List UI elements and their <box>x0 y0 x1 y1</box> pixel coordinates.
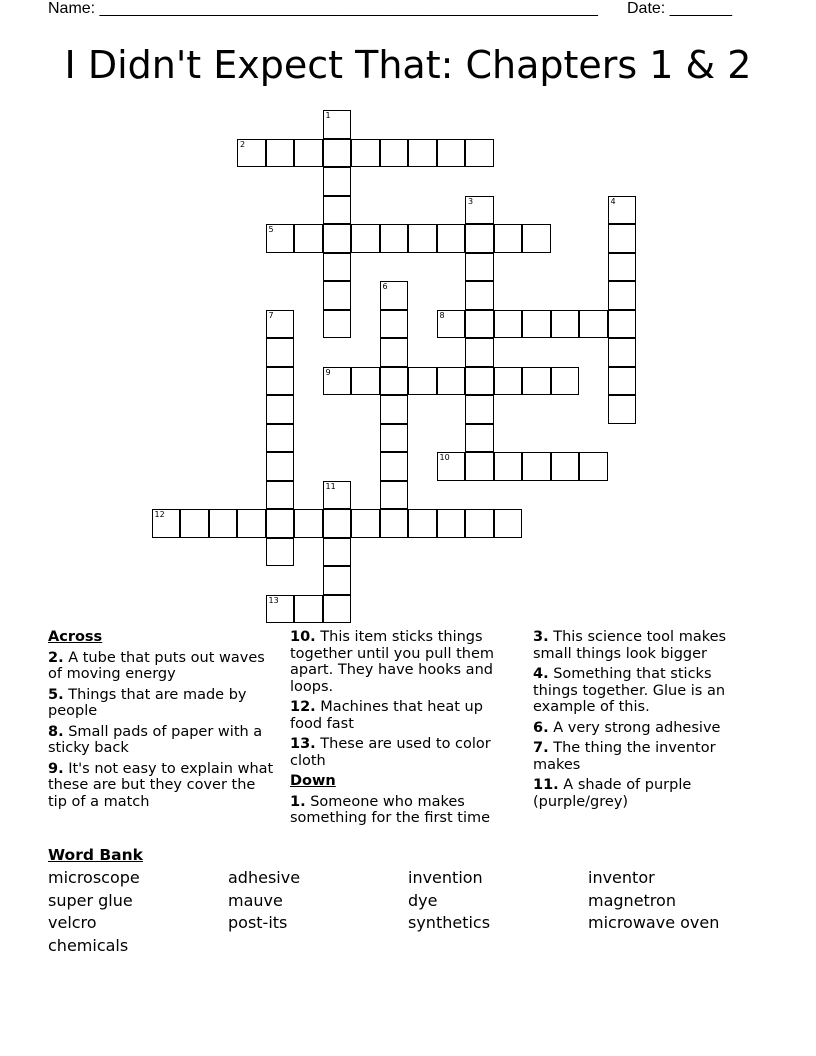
crossword-cell[interactable] <box>465 452 494 481</box>
crossword-cell[interactable] <box>323 253 352 282</box>
across-heading: Across <box>48 629 103 645</box>
crossword-cell[interactable] <box>323 281 352 310</box>
crossword-cell[interactable] <box>323 367 352 396</box>
crossword-cell[interactable] <box>266 452 295 481</box>
crossword-cell[interactable] <box>465 338 494 367</box>
crossword-cell[interactable] <box>351 139 380 168</box>
clue-text: These are used to color cloth <box>290 736 491 769</box>
clue-number: 2. <box>48 649 64 666</box>
crossword-cell[interactable] <box>294 224 323 253</box>
crossword-cell[interactable] <box>266 338 295 367</box>
clue-text: It's not easy to explain what these are but they cover the tip of a match <box>48 760 274 810</box>
crossword-cell[interactable] <box>380 424 409 453</box>
crossword-cell[interactable] <box>608 338 637 367</box>
down-heading: Down <box>290 773 336 789</box>
word-bank-item: inventor <box>588 868 655 887</box>
clue-number-label: 10 <box>439 453 450 462</box>
crossword-cell[interactable] <box>551 367 580 396</box>
crossword-cell[interactable] <box>494 367 523 396</box>
date-field-label: Date: _______ <box>627 0 732 17</box>
word-bank-item: microwave oven <box>588 913 720 932</box>
clue-down-11 <box>533 777 748 810</box>
crossword-cell[interactable] <box>608 310 637 339</box>
clue-down-7 <box>533 740 748 773</box>
word-bank-item: microscope <box>48 868 140 887</box>
crossword-cell[interactable] <box>579 310 608 339</box>
crossword-cell[interactable] <box>266 224 295 253</box>
clue-number-label: 6 <box>382 282 388 291</box>
clue-number: 5. <box>48 686 64 703</box>
crossword-cell[interactable] <box>465 509 494 538</box>
crossword-cell[interactable] <box>608 281 637 310</box>
crossword-cell[interactable] <box>465 196 494 225</box>
clue-number-label: 13 <box>268 595 279 605</box>
clue-across-9 <box>48 761 278 811</box>
crossword-cell[interactable] <box>465 281 494 310</box>
clue-text: Machines that heat up food fast <box>290 699 483 732</box>
clue-down-1 <box>290 794 515 827</box>
clue-number: 11. <box>533 777 559 793</box>
crossword-cell[interactable] <box>608 367 637 396</box>
clue-text: This science tool makes small things look bigger <box>533 629 727 662</box>
crossword-cell[interactable] <box>237 509 266 538</box>
crossword-cell[interactable] <box>437 452 466 481</box>
clue-number: 4. <box>533 666 549 682</box>
clue-number: 13. <box>290 736 316 752</box>
word-bank-item: magnetron <box>588 891 676 910</box>
clue-text: A very strong adhesive <box>553 719 721 736</box>
crossword-cell[interactable] <box>465 224 494 253</box>
crossword-cell[interactable] <box>437 367 466 396</box>
clue-number-label: 7 <box>268 310 274 320</box>
clue-number-label: 4 <box>610 196 616 206</box>
clue-text: Something that sticks things together. Glue is an example of this. <box>533 666 726 715</box>
crossword-cell[interactable] <box>266 310 295 339</box>
crossword-cell[interactable] <box>437 139 466 168</box>
crossword-cell[interactable] <box>408 367 437 396</box>
crossword-cell[interactable] <box>294 139 323 168</box>
word-bank-heading: Word Bank <box>48 846 143 864</box>
clue-number: 10. <box>290 629 316 645</box>
crossword-cell[interactable] <box>266 509 295 538</box>
clue-number: 12. <box>290 699 316 715</box>
crossword-cell[interactable] <box>380 310 409 339</box>
crossword-cell[interactable] <box>522 452 551 481</box>
word-bank-item: super glue <box>48 891 133 910</box>
crossword-cell[interactable] <box>465 424 494 453</box>
crossword-cell[interactable] <box>323 566 352 595</box>
crossword-cell[interactable] <box>266 481 295 510</box>
crossword-cell[interactable] <box>266 395 295 424</box>
crossword-cell[interactable] <box>294 509 323 538</box>
crossword-cell[interactable] <box>608 224 637 253</box>
word-bank-item: chemicals <box>48 936 129 955</box>
crossword-cell[interactable] <box>266 595 295 624</box>
crossword-cell[interactable] <box>408 139 437 168</box>
clues-column-3 <box>533 629 748 814</box>
clue-number: 3. <box>533 629 549 645</box>
crossword-cell[interactable] <box>522 367 551 396</box>
clue-text: This item sticks things together until you pull them apart. They have hooks and loops. <box>290 629 495 695</box>
crossword-cell[interactable] <box>494 224 523 253</box>
clue-across-8 <box>48 724 278 757</box>
word-bank-item: velcro <box>48 913 97 932</box>
crossword-cell[interactable] <box>380 281 409 310</box>
crossword-cell[interactable] <box>494 509 523 538</box>
crossword-cell[interactable] <box>522 224 551 253</box>
clues-column-1 <box>48 629 278 814</box>
crossword-cell[interactable] <box>437 224 466 253</box>
clue-text: A shade of purple (purple/grey) <box>533 777 692 810</box>
crossword-cell[interactable] <box>408 509 437 538</box>
crossword-cell[interactable] <box>437 509 466 538</box>
crossword-cell[interactable] <box>351 367 380 396</box>
name-field-label: Name: ________________________________________________________ <box>48 0 598 17</box>
crossword-cell[interactable] <box>522 310 551 339</box>
crossword-cell[interactable] <box>380 139 409 168</box>
clue-down-6 <box>533 720 748 737</box>
crossword-cell[interactable] <box>323 196 352 225</box>
clue-number-label: 3 <box>468 196 474 206</box>
clue-number: 1. <box>290 793 306 810</box>
crossword-cell[interactable] <box>294 595 323 624</box>
crossword-cell[interactable] <box>209 509 238 538</box>
word-bank-item: mauve <box>228 891 283 910</box>
word-bank-item: post-its <box>228 913 288 932</box>
crossword-cell[interactable] <box>579 452 608 481</box>
page-title: I Didn't Expect That: Chapters 1 & 2 <box>64 43 752 87</box>
crossword-cell[interactable] <box>465 139 494 168</box>
crossword-cell[interactable] <box>237 139 266 168</box>
crossword-cell[interactable] <box>465 310 494 339</box>
clue-across-5 <box>48 687 278 720</box>
clue-number-label: 9 <box>325 367 331 377</box>
clue-text: The thing the inventor makes <box>533 740 716 773</box>
clue-down-3 <box>533 629 748 662</box>
crossword-cell[interactable] <box>323 139 352 168</box>
clue-text: Things that are made by people <box>48 686 247 719</box>
crossword-cell[interactable] <box>380 224 409 253</box>
clue-number-label: 5 <box>268 225 274 234</box>
crossword-cell[interactable] <box>465 367 494 396</box>
crossword-cell[interactable] <box>380 481 409 510</box>
clue-across-12 <box>290 699 515 732</box>
crossword-cell[interactable] <box>380 338 409 367</box>
crossword-cell[interactable] <box>323 310 352 339</box>
crossword-cell[interactable] <box>323 509 352 538</box>
crossword-cell[interactable] <box>437 310 466 339</box>
crossword-cell[interactable] <box>323 167 352 196</box>
crossword-cell[interactable] <box>266 538 295 567</box>
crossword-cell[interactable] <box>323 538 352 567</box>
crossword-cell[interactable] <box>351 509 380 538</box>
clues-column-2 <box>290 629 515 831</box>
clue-across-2 <box>48 650 278 683</box>
clue-number-label: 2 <box>240 139 246 149</box>
clue-text: Small pads of paper with a sticky back <box>48 723 263 756</box>
crossword-cell[interactable] <box>608 196 637 225</box>
clue-across-13 <box>290 736 515 769</box>
crossword-cell[interactable] <box>323 110 352 139</box>
clue-number-label: 11 <box>325 481 336 491</box>
crossword-cell[interactable] <box>323 224 352 253</box>
crossword-cell[interactable] <box>608 253 637 282</box>
crossword-cell[interactable] <box>380 395 409 424</box>
clue-number: 8. <box>48 723 64 740</box>
word-bank-item: synthetics <box>408 913 491 932</box>
crossword-cell[interactable] <box>152 509 181 538</box>
crossword-cell[interactable] <box>465 253 494 282</box>
crossword-cell[interactable] <box>351 224 380 253</box>
clue-text: A tube that puts out waves of moving energy <box>48 649 265 682</box>
crossword-cell[interactable] <box>380 452 409 481</box>
crossword-cell[interactable] <box>266 139 295 168</box>
crossword-cell[interactable] <box>323 595 352 624</box>
word-bank-item: dye <box>408 891 438 910</box>
clue-text: Someone who makes something for the first time <box>290 793 491 826</box>
word-bank-item: adhesive <box>228 868 301 887</box>
crossword-cell[interactable] <box>551 452 580 481</box>
crossword-cell[interactable] <box>180 509 209 538</box>
crossword-cell[interactable] <box>408 224 437 253</box>
crossword-cell[interactable] <box>465 395 494 424</box>
clue-across-10 <box>290 629 515 695</box>
crossword-cell[interactable] <box>608 395 637 424</box>
crossword-cell[interactable] <box>323 481 352 510</box>
crossword-cell[interactable] <box>380 509 409 538</box>
word-bank-item: invention <box>408 868 483 887</box>
clue-number: 7. <box>533 740 549 756</box>
crossword-cell[interactable] <box>551 310 580 339</box>
clue-number-label: 8 <box>439 310 445 320</box>
crossword-cell[interactable] <box>494 452 523 481</box>
crossword-cell[interactable] <box>494 310 523 339</box>
clue-number-label: 12 <box>154 510 165 519</box>
clue-down-4 <box>533 666 748 716</box>
clue-number: 9. <box>48 760 64 777</box>
crossword-cell[interactable] <box>380 367 409 396</box>
crossword-cell[interactable] <box>266 367 295 396</box>
crossword-cell[interactable] <box>266 424 295 453</box>
clue-number: 6. <box>533 719 549 736</box>
clue-number-label: 1 <box>325 111 331 120</box>
